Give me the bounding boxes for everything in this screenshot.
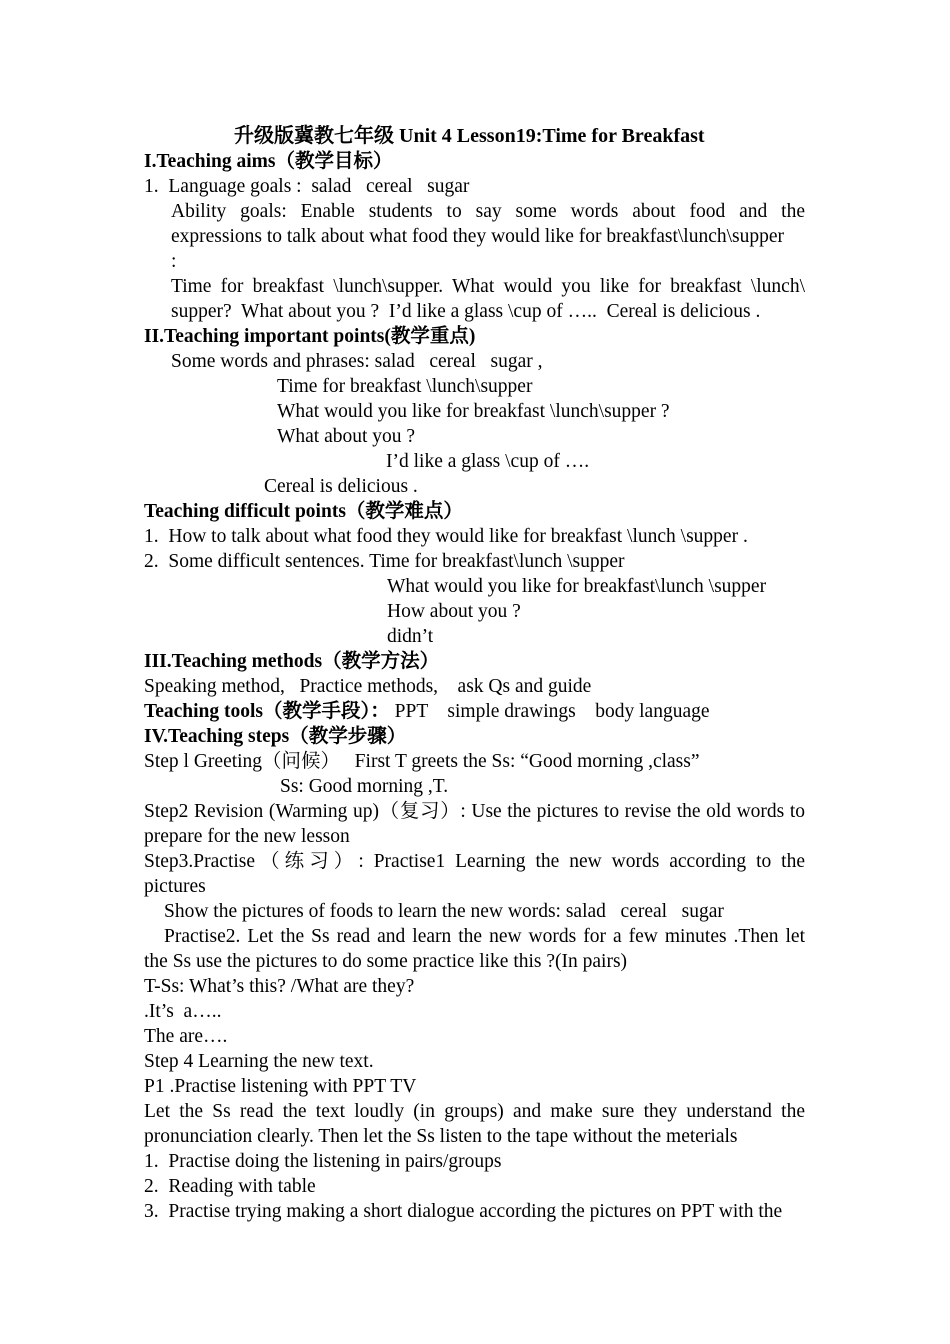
let-ss-line-1: Let the Ss read the text loudly (in groups) and make sure they understand the	[144, 1101, 805, 1122]
important-point-line: Time for breakfast \lunch\supper	[277, 376, 533, 397]
list-item: 1. Practise doing the listening in pairs/groups	[144, 1151, 502, 1172]
time-for-line-2: supper? What about you ? I’d like a glass \cup of ….. Cereal is delicious .	[171, 301, 761, 322]
important-point-line: What would you like for breakfast \lunch\supper ?	[277, 401, 670, 422]
section-heading-important-points: II.Teaching important points(教学重点)	[144, 326, 476, 347]
step4-line: Step 4 Learning the new text.	[144, 1051, 374, 1072]
practise2-line-1: Practise2. Let the Ss read and learn the new words for a few minutes .Then let	[164, 926, 805, 947]
show-pictures-line: Show the pictures of foods to learn the new words: salad cereal sugar	[164, 901, 724, 922]
important-point-line: What about you ?	[277, 426, 416, 447]
important-point-line: I’d like a glass \cup of ….	[386, 451, 590, 472]
practise2-line-2: the Ss use the pictures to do some practice like this ?(In pairs)	[144, 951, 628, 972]
difficult-point-line: 1. How to talk about what food they would like for breakfast \lunch \supper .	[144, 526, 748, 547]
teaching-methods-line: Speaking method, Practice methods, ask Qs and guide	[144, 676, 592, 697]
difficult-point-line: How about you ?	[387, 601, 521, 622]
dialogue-line: T-Ss: What’s this? /What are they?	[144, 976, 415, 997]
dialogue-line: .It’s a…..	[144, 1001, 222, 1022]
section-heading-difficult-points: Teaching difficult points（教学难点）	[144, 501, 463, 522]
important-point-line: Cereal is delicious .	[264, 476, 418, 497]
let-ss-line-2: pronunciation clearly. Then let the Ss listen to the tape without the meterials	[144, 1126, 738, 1147]
section-heading-teaching-aims: I.Teaching aims（教学目标）	[144, 151, 393, 172]
ability-goals-line-3: :	[171, 251, 177, 272]
difficult-point-line: What would you like for breakfast\lunch \supper	[387, 576, 767, 597]
document-title: 升级版冀教七年级 Unit 4 Lesson19:Time for Breakfast	[234, 125, 705, 147]
step1-greeting-line: Step l Greeting（问候） First T greets the Ss: “Good morning ,class”	[144, 751, 700, 772]
section-heading-teaching-steps: IV.Teaching steps（教学步骤）	[144, 726, 407, 747]
difficult-point-line: didn’t	[387, 626, 434, 647]
time-for-line-1: Time for breakfast \lunch\supper. What would you like for breakfast \lunch\	[171, 276, 805, 297]
step1-reply-line: Ss: Good morning ,T.	[280, 776, 449, 797]
dialogue-line: The are….	[144, 1026, 228, 1047]
step3-line-1: Step3.Practise（练习）: Practise1 Learning the new words according to the	[144, 851, 805, 872]
p1-line: P1 .Practise listening with PPT TV	[144, 1076, 417, 1097]
teaching-tools-line	[144, 699, 710, 724]
ability-goals-line-1: Ability goals: Enable students to say some words about food and the	[171, 201, 805, 222]
step3-line-2: pictures	[144, 876, 206, 897]
step2-line-2: prepare for the new lesson	[144, 826, 350, 847]
ability-goals-line-2: expressions to talk about what food they would like for breakfast\lunch\supper	[171, 226, 785, 247]
important-point-line: Some words and phrases: salad cereal sugar ,	[171, 351, 543, 372]
teaching-tools-label: Teaching tools（教学手段）：	[144, 701, 390, 722]
list-item: 2. Reading with table	[144, 1176, 316, 1197]
step2-line-1: Step2 Revision (Warming up)（复习）: Use the pictures to revise the old words to	[144, 801, 805, 822]
section-heading-teaching-methods: III.Teaching methods（教学方法）	[144, 651, 440, 672]
teaching-tools-value: PPT simple drawings body language	[389, 701, 710, 722]
list-item: 3. Practise trying making a short dialogue according the pictures on PPT with the	[144, 1201, 783, 1222]
difficult-point-line: 2. Some difficult sentences. Time for breakfast\lunch \supper	[144, 551, 625, 572]
language-goals-line: 1. Language goals : salad cereal sugar	[144, 176, 470, 197]
